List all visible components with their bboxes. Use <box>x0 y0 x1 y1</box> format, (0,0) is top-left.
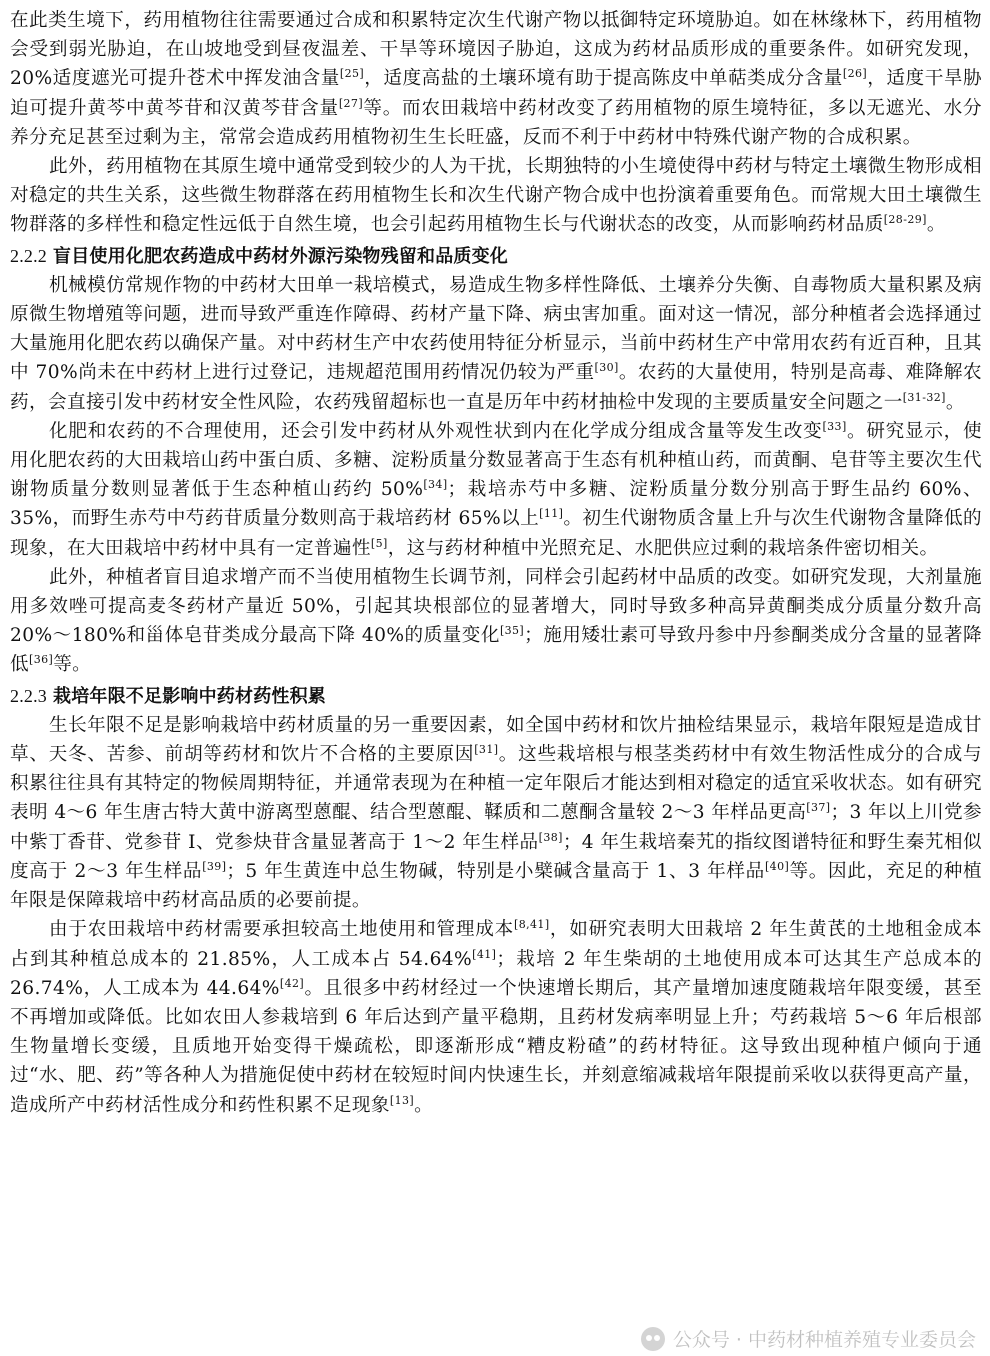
section-number: 2.2.3 <box>10 685 47 706</box>
section-number: 2.2.2 <box>10 245 47 266</box>
citation-ref[interactable]: [33] <box>822 419 847 433</box>
text-run: 。 <box>945 391 965 413</box>
citation-ref[interactable]: [27] <box>338 96 364 110</box>
text-run: ；栽培 2 年生柴胡的土地使用成本可达其生产总成本的 26.74%，人工成本为 44.64% <box>10 948 983 999</box>
citation-ref[interactable]: [13] <box>389 1093 415 1107</box>
citation-ref[interactable]: [26] <box>842 67 868 81</box>
text-run: 等。而农田栽培中药材改变了药用植物的原生境特征，多以无遮光、水分养分充足甚至过剩为主，常常会造成药用植物初生生长旺盛，反而不利于中药材中特殊代谢产物的合成积累。 <box>10 97 982 148</box>
text-run: ，适度高盐的土壤环境有助于提高陈皮中单萜类成分含量 <box>364 68 843 90</box>
text-run: ；4 年生栽培秦艽的指纹图谱特征和野生秦艽相似度高于 2～3 年生样品 <box>10 831 982 882</box>
citation-ref[interactable]: [31-32] <box>902 390 946 404</box>
text-run: 。初生代谢物质含量上升与次生代谢物含量降低的现象，在大田栽培中药材中具有一定普遍性 <box>10 508 982 559</box>
section-title: 栽培年限不足影响中药材药性积累 <box>53 685 326 707</box>
text-run: ，如研究表明大田栽培 2 年生黄芪的土地租金成本占到其种植总成本的 21.85%，人工成本占 54.64% <box>10 919 982 970</box>
section-title: 盲目使用化肥农药造成中药材外源污染物残留和品质变化 <box>53 245 508 267</box>
citation-ref[interactable]: [11] <box>539 507 564 521</box>
citation-ref[interactable]: [35] <box>499 624 525 638</box>
text-run: ；施用矮壮素可导致丹参中丹参酮类成分含量的显著降低 <box>10 625 982 676</box>
text-run: ；3 年以上川党参中紫丁香苷、党参苷 I、党参炔苷含量显著高于 1～2 年生样品 <box>10 802 982 853</box>
citation-ref[interactable]: [41] <box>472 947 497 961</box>
watermark-text: 公众号 · 中药材种植养殖专业委员会 <box>672 1329 976 1351</box>
paper-page <box>10 6 982 1350</box>
text-run: 由于农田栽培中药材需要承担较高土地使用和管理成本 <box>49 919 515 941</box>
citation-ref[interactable]: [30] <box>594 361 619 375</box>
text-run: 等。 <box>53 654 92 676</box>
text-run: 等。因此，充足的种植年限是保障栽培中药材高品质的必要前提。 <box>10 860 983 912</box>
citation-ref[interactable]: [39] <box>202 859 227 873</box>
body-paragraph <box>10 271 982 417</box>
text-run: ，适度干旱胁迫可提升黄芩中黄芩苷和汉黄芩苷含量 <box>10 68 982 119</box>
text-run: 生长年限不足是影响栽培中药材质量的另一重要因素，如全国中药材和饮片抽检结果显示，栽培年限短是造成甘草、天冬、苦参、前胡等药材和饮片不合格的主要原因 <box>10 714 982 766</box>
text-run: 。研究显示，使用化肥农药的大田栽培山药中蛋白质、多糖、淀粉质量分数显著高于生态有机种植山药，而黄酮、皂苷等主要次生代谢物质量分数则显著低于生态种植山药约 50% <box>10 420 982 501</box>
section-heading <box>10 682 982 711</box>
text-run: 化肥和农药的不合理使用，还会引发中药材从外观性状到内在化学成分组成含量等发生改变 <box>49 420 823 442</box>
body-paragraph <box>10 6 982 152</box>
body-paragraph <box>10 711 982 915</box>
text-run: 在此类生境下，药用植物往往需要通过合成和积累特定次生代谢产物以抵御特定环境胁迫。如在林缘林下，药用植物会受到弱光胁迫，在山坡地受到昼夜温差、干旱等环境因子胁迫，这成为药材品质形成的重要条件。如研究发现，20%适度遮光可提升苍术中挥发油含量 <box>10 10 982 90</box>
citation-ref[interactable]: [34] <box>423 478 448 492</box>
citation-ref[interactable]: [37] <box>806 801 831 815</box>
citation-ref[interactable]: [31] <box>474 742 499 756</box>
body-paragraph <box>10 152 982 240</box>
citation-ref[interactable]: [28-29] <box>883 213 927 227</box>
text-run: ；栽培赤芍中多糖、淀粉质量分数分别高于野生品约 60%、35%，而野生赤芍中芍药苷质量分数则高于栽培药材 65%以上 <box>10 479 982 530</box>
body-paragraph <box>10 915 982 1119</box>
section-heading <box>10 242 982 271</box>
text-run: 。农药的大量使用，特别是高毒、难降解农药，会直接引发中药材安全性风险，农药残留超标也一直是历年中药材抽检中发现的主要质量安全问题之一 <box>10 362 982 413</box>
body-paragraph <box>10 563 982 680</box>
text-run: 。 <box>414 1094 434 1116</box>
text-run: 此外，药用植物在其原生境中通常受到较少的人为干扰，长期独特的小生境使得中药材与特定土壤微生物形成相对稳定的共生关系，这些微生物群落在药用植物生长和次生代谢产物合成中也扮演着重要角色。而常规大田土壤微生物群落的多样性和稳定性远低于自然生境，也会引起药用植物生长与代谢状态的改变，从而影响药材品质 <box>10 156 982 236</box>
text-run: ，这与药材种植中光照充足、水肥供应过剩的栽培条件密切相关。 <box>387 537 939 559</box>
citation-ref[interactable]: [36] <box>29 653 54 667</box>
citation-ref[interactable]: [5] <box>370 536 388 550</box>
citation-ref[interactable]: [38] <box>538 830 563 844</box>
text-run: 。这些栽培根与根茎类药材中有效生物活性成分的合成与积累往往具有其特定的物候周期特征，并通常表现为在种植一定年限后才能达到相对稳定的适宜采收状态。如有研究表明 4～6 年生唐古特大黄中游离型蒽醌、结合型蒽醌、鞣质和二蒽酮含量较 2～3 年样品更高 <box>10 744 982 824</box>
text-run: ；5 年生黄连中总生物碱，特别是小檗碱含量高于 1、3 年样品 <box>226 860 765 882</box>
citation-ref[interactable]: [25] <box>339 67 365 81</box>
text-run: 。 <box>926 214 946 236</box>
body-paragraph <box>10 417 982 563</box>
citation-ref[interactable]: [42] <box>279 976 305 990</box>
text-run: 此外，种植者盲目追求增产而不当使用植物生长调节剂，同样会引起药材中品质的改变。如研究发现，大剂量施用多效唑可提高麦冬药材产量近 50%，引起其块根部位的显著增大，同时导致多种高异黄酮类成分质量分数升高 20%～180%和甾体皂苷类成分最高下降 40%的质量变化 <box>10 566 982 647</box>
text-run: 。且很多中药材经过一个快速增长期后，其产量增加速度随栽培年限变缓，甚至不再增加或降低。比如农田人参栽培到 6 年后达到产量平稳期，且药材发病率明显上升；芍药栽培 5～6 年后根部生物量增长变缓，且质地开始变得干燥疏松，即逐渐形成“糟皮粉碴”的药材特征。这导致出现种植户倾向于通过“水、肥、药”等各种人为措施促使中药材在较短时间内快速生长，并刻意缩减栽培年限提前采收以获得更高产量，造成所产中药材活性成分和药性积累不足现象 <box>10 977 982 1116</box>
citation-ref[interactable]: [40] <box>764 859 790 873</box>
text-run: 机械模仿常规作物的中药材大田单一栽培模式，易造成生物多样性降低、土壤养分失衡、自毒物质大量积累及病原微生物增殖等问题，进而导致严重连作障碍、药材产量下降、病虫害加重。面对这一情况，部分种植者会选择通过大量施用化肥农药以确保产量。对中药材生产中农药使用特征分析显示，当前中药材生产中常用农药有近百种，且其中 70%尚未在中药材上进行过登记，违规超范围用药情况仍较为严重 <box>10 274 982 384</box>
citation-ref[interactable]: [8,41] <box>514 918 550 932</box>
